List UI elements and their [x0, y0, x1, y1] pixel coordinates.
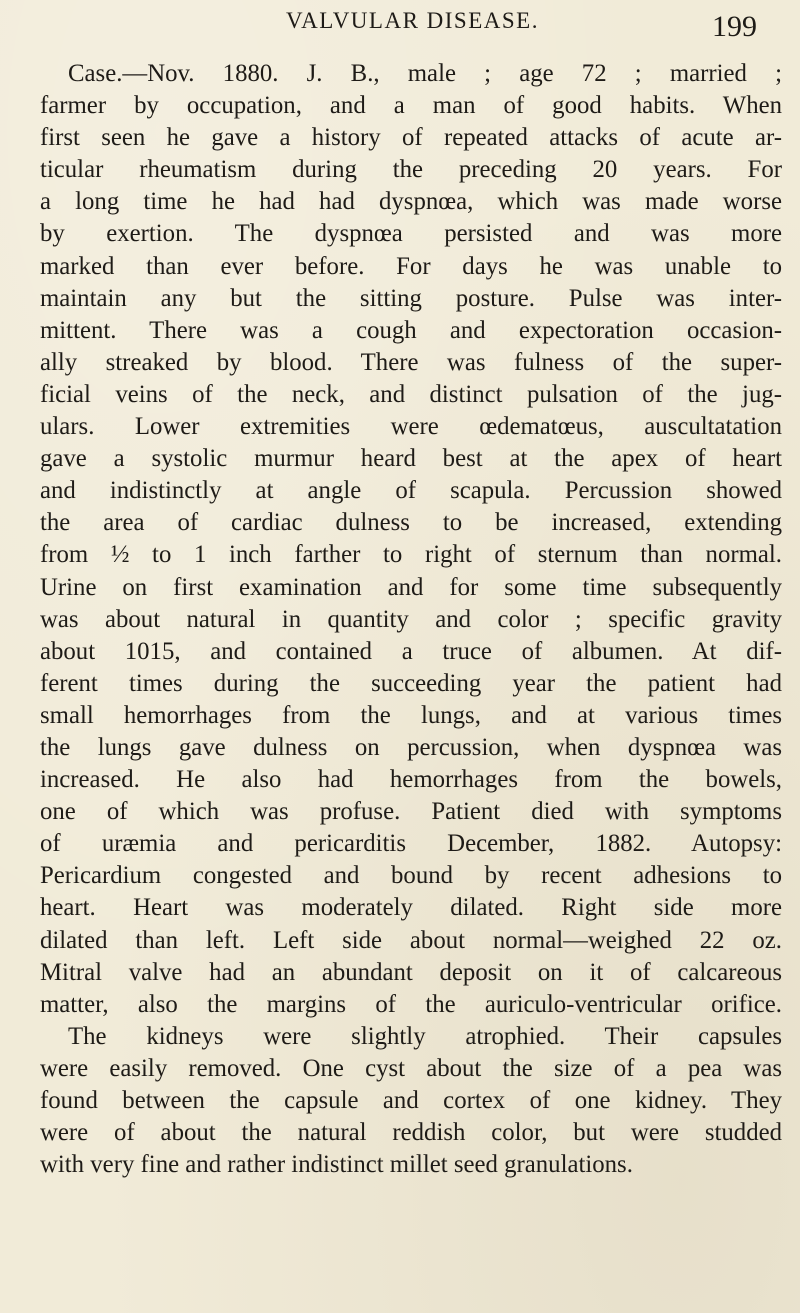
text-line: ally streaked by blood. There was fulness of the super-	[40, 348, 782, 376]
text-line: the area of cardiac dulness to be increased, extending	[40, 509, 782, 537]
text-line: ticular rheumatism during the preceding 20 years. For	[40, 156, 782, 184]
text-line: increased. He also had hemorrhages from the bowels,	[40, 766, 782, 794]
text-line: was about natural in quantity and color ; specific gravity	[40, 605, 782, 633]
text-line: farmer by occupation, and a man of good habits. When	[40, 92, 782, 120]
text-line: first seen he gave a history of repeated attacks of acute ar-	[40, 124, 782, 152]
text-line: Mitral valve had an abundant deposit on it of calcareous	[40, 958, 782, 986]
text-line: Pericardium congested and bound by recent adhesions to	[40, 862, 782, 890]
text-line: a long time he had had dyspnœa, which was made worse	[40, 188, 782, 216]
text-line: about 1015, and contained a truce of albumen. At dif-	[40, 637, 782, 665]
text-line: mittent. There was a cough and expectoration occasion-	[40, 316, 782, 344]
text-line: the lungs gave dulness on percussion, when dyspnœa was	[40, 733, 782, 761]
text-line: found between the capsule and cortex of one kidney. They	[40, 1087, 782, 1114]
text-line: heart. Heart was moderately dilated. Right side more	[40, 894, 782, 922]
text-line: gave a systolic murmur heard best at the apex of heart	[40, 445, 782, 473]
running-head	[0, 6, 800, 42]
text-line: of uræmia and pericarditis December, 1882. Autopsy:	[40, 830, 782, 858]
text-line: Urine on first examination and for some time subsequently	[40, 573, 782, 601]
text-line: were easily removed. One cyst about the size of a pea was	[40, 1054, 782, 1082]
text-line: ulars. Lower extremities were œdematœus, auscultatation	[40, 413, 782, 441]
text-line: from ½ to 1 inch farther to right of sternum than normal.	[40, 541, 782, 569]
text-line: ferent times during the succeeding year the patient had	[40, 669, 782, 697]
text-line: Case.—Nov. 1880. J. B., male ; age 72 ; married ;	[68, 60, 782, 87]
text-line: The kidneys were slightly atrophied. Their capsules	[68, 1022, 782, 1050]
text-line: maintain any but the sitting posture. Pulse was inter-	[40, 284, 782, 312]
text-line: marked than ever before. For days he was unable to	[40, 252, 782, 280]
page-number: 199	[712, 10, 757, 43]
text-line: one of which was profuse. Patient died with symptoms	[40, 798, 782, 826]
text-line: by exertion. The dyspnœa persisted and was more	[40, 220, 782, 248]
text-line: ficial veins of the neck, and distinct pulsation of the jug-	[40, 380, 782, 408]
text-line: dilated than left. Left side about normal—weighed 22 oz.	[40, 926, 782, 954]
text-line: matter, also the margins of the auriculo-ventricular orifice.	[40, 990, 782, 1018]
body-text	[40, 58, 782, 1181]
text-line: and indistinctly at angle of scapula. Percussion showed	[40, 477, 782, 505]
text-line: were of about the natural reddish color, but were studded	[40, 1119, 782, 1147]
text-line: small hemorrhages from the lungs, and at various times	[40, 701, 782, 729]
running-title: VALVULAR DISEASE.	[286, 8, 539, 33]
text-line: with very fine and rather indistinct millet seed granulations.	[40, 1151, 633, 1179]
